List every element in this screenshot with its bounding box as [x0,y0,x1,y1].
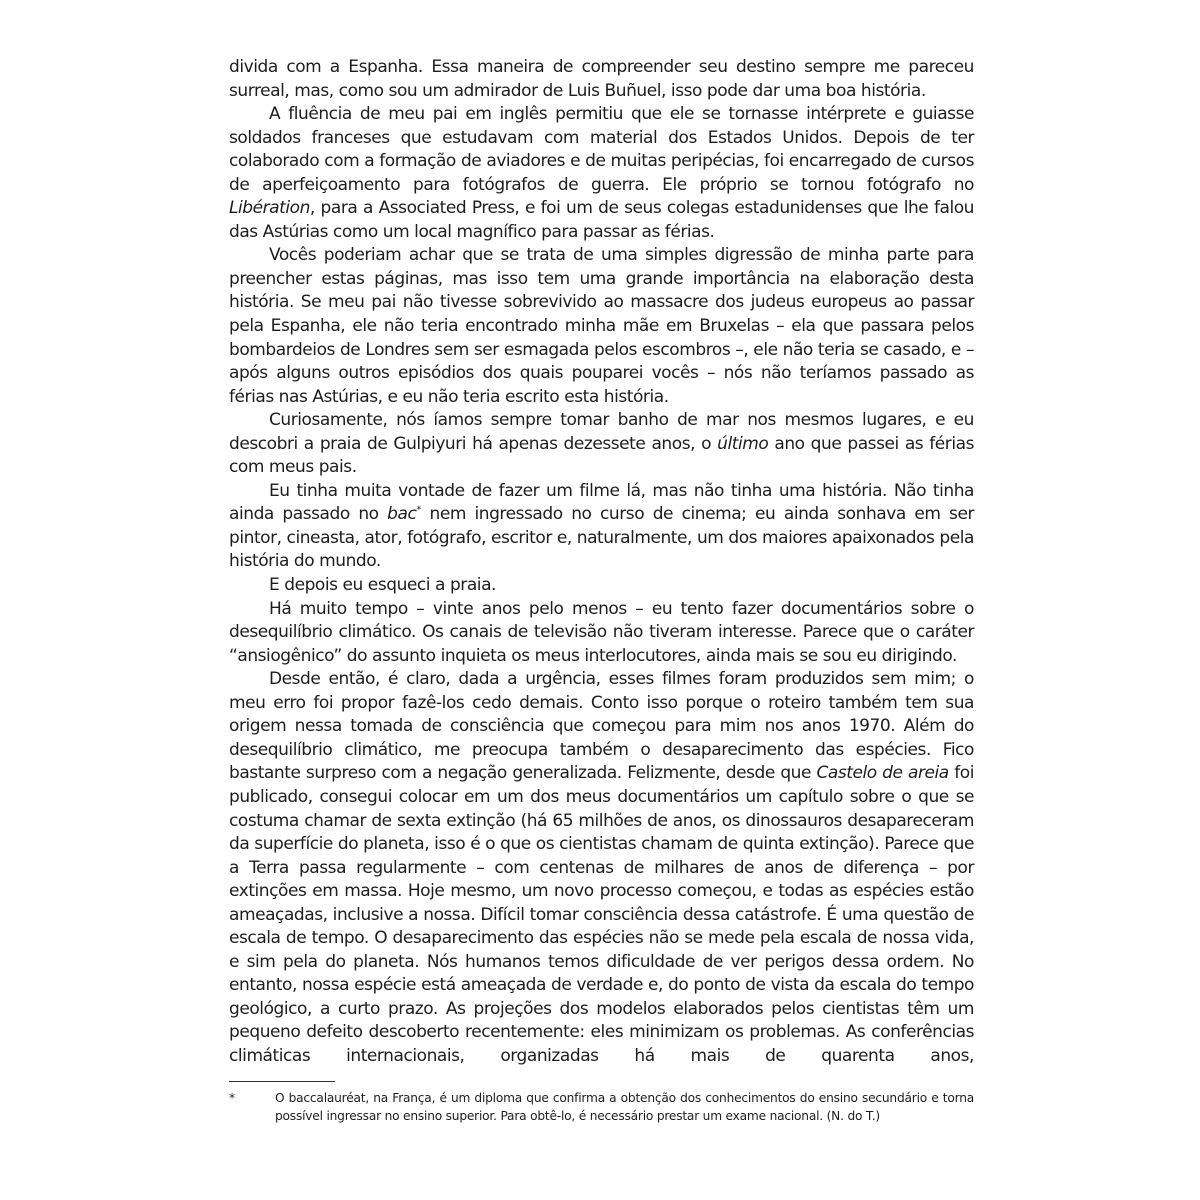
paragraph-text: Eu tinha muita vontade de fazer um filme lá, mas não tinha uma história. Não tinha ainda passado no [229,480,974,525]
italic-word-bac: bac [387,504,417,525]
paragraph-5 [229,480,974,574]
italic-word-ultimo: último [717,433,769,454]
paragraph-text: E depois eu esqueci a praia. [269,575,496,596]
paragraph-text: , para a Associated Press, e foi um de seus colegas estadunidenses que lhe falou das Astúrias como um local magnífico para passar as férias. [229,198,974,242]
italic-title-castelo-de-areia: Castelo de areia [816,763,949,784]
italic-title-liberation: Libération [229,198,310,219]
paragraph-text: Vocês poderiam achar que se trata de uma simples digressão de minha parte para preencher estas páginas, mas isso tem uma grande importância na elaboração desta história. Se meu pai não tivesse sobrevivido ao massacre dos judeus europeus ao passar pela Espanha, ele não teria encontrado minha mãe em Bruxelas – ela que passara pelos bombardeios de Londres sem ser esmagada pelos escombros –, ele não teria se casado, e – após alguns outros episódios dos quais pouparei vocês – nós não teríamos passado as férias nas Astúrias, e eu não teria escrito esta história. [229,245,974,407]
footnote-marker: * [229,1091,235,1105]
paragraph-text: Desde então, é claro, dada a urgência, esses filmes foram produzidos sem mim; o meu erro foi propor fazê-los cedo demais. Conto isso porque o roteiro também tem sua origem nessa tomada de consciência que começou para mim nos anos 1970. Além do desequilíbrio climático, me preocupa também o desaparecimento das espécies. Fico bastante surpreso com a negação generalizada. Felizmente, desde que [229,669,974,784]
footnote-divider [229,1081,335,1082]
footnote [229,1090,974,1125]
paragraph-text: Curiosamente, nós íamos sempre tomar banho de mar nos mesmos lugares, e eu descobri a praia de Gulpiyuri há apenas dezessete anos, o [229,410,974,454]
paragraph-8 [229,668,974,1068]
paragraph-3 [229,244,974,409]
paragraph-text: Há muito tempo – vinte anos pelo menos – eu tento fazer documentários sobre o desequilíbrio climático. Os canais de televisão não tiveram interesse. Parece que o caráter “ansiogênico” do assunto inquieta os meus interlocutores, ainda mais se sou eu dirigindo. [229,598,974,666]
page-body [229,56,974,1069]
paragraph-6 [229,574,974,598]
paragraph-4 [229,409,974,480]
paragraph-2 [229,103,974,244]
footnote-text: O baccalauréat, na França, é um diploma que confirma a obtenção dos conhecimentos do ensino secundário e torna possível ingressar no ensino superior. Para obtê-lo, é necessário prestar um exame nacional. (N. do T.) [275,1091,974,1123]
paragraph-text: foi publicado, consegui colocar em um dos meus documentários um capítulo sobre o que se costuma chamar de sexta extinção (há 65 milhões de anos, os dinossauros desapareceram da superfície do planeta, isso é o que os cientistas chamam de quinta extinção). Parece que a Terra passa regularmente – com centenas de milhares de anos de diferença – por extinções em massa. Hoje mesmo, um novo processo começou, e todas as espécies estão ameaçadas, inclusive a nossa. Difícil tomar consciência dessa catástrofe. É uma questão de escala de tempo. O desaparecimento das espécies não se mede pela escala de nossa vida, e sim pela do planeta. Nós humanos temos dificuldade de ver perigos dessa ordem. No entanto, nossa espécie está ameaçada de verdade e, do ponto de vista da escala do tempo geológico, a curto prazo. As projeções dos modelos elaborados pelos cientistas têm um pequeno defeito descoberto recentemente: eles minimizam os problemas. As conferências climáticas internacionais, organizadas há mais de quarenta anos, [229,763,974,1066]
paragraph-text: divida com a Espanha. Essa maneira de compreender seu destino sempre me pareceu surreal, mas, como sou um admirador de Luis Buñuel, isso pode dar uma boa história. [229,57,974,101]
main-text [229,56,974,1069]
paragraph-text: A fluência de meu pai em inglês permitiu que ele se tornasse intérprete e guiasse soldados franceses que estudavam com material dos Estados Unidos. Depois de ter colaborado com a formação de aviadores e de muitas peripécias, foi encarregado de cursos de aperfeiçoamento para fotógrafos de guerra. Ele próprio se tornou fotógrafo no [229,104,974,195]
paragraph-7 [229,598,974,669]
footnote-reference: * [416,504,421,516]
paragraph-1 [229,56,974,103]
paragraph-text: ano que passei as férias com meus pais. [229,433,974,478]
paragraph-text: nem ingressado no curso de cinema; eu ainda sonhava em ser pintor, cineasta, ator, fotógrafo, escritor e, naturalmente, um dos maiores apaixonados pela história do mundo. [229,504,974,572]
